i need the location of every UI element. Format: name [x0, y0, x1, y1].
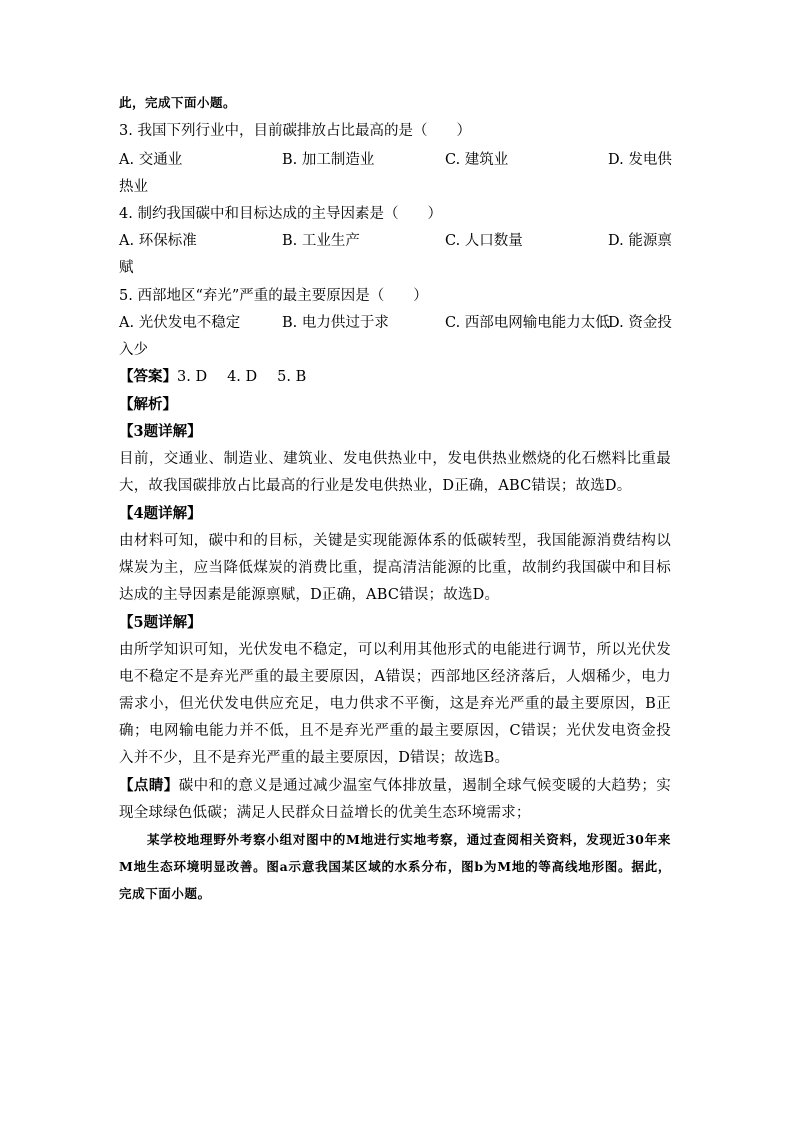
q4-option-c: C. 人口数量 — [445, 233, 523, 249]
q5-option-d-wrap: 入少 — [119, 342, 148, 358]
q5-option-c: C. 西部电网输电能力太低 — [445, 315, 610, 331]
detail-3-text: 目前，交通业、制造业、建筑业、发电供热业中，发电供热业燃烧的化石燃料比重最大，故我国碳排放占比最高的行业是发电供热业，D正确，ABC错误；故选D。 — [119, 451, 671, 494]
answer-4: 4. D — [227, 369, 258, 385]
q3-option-d-wrap: 热业 — [119, 179, 148, 195]
detail-5-heading: 【5题详解】 — [119, 614, 202, 631]
question-5-options — [119, 313, 671, 333]
answer-5: 5. B — [277, 369, 307, 385]
answer-3: 3. D — [177, 369, 208, 385]
question-3-stem: 3. 我国下列行业中，目前碳排放占比最高的是（ ） — [119, 123, 471, 139]
detail-5-text: 由所学知识可知，光伏发电不稳定，可以利用其他形式的电能进行调节，所以光伏发电不稳定不是弃光严重的最主要原因，A错误；西部地区经济落后，人烟稀少，电力需求小，但光伏发电供应充足，电力供求不平衡，这是弃光严重的最主要原因，B正确；电网输电能力并不低，且不是弃光严重的最主要原因，C错误；光伏发电资金投入并不少，且不是弃光严重的最主要原因，D错误；故选B。 — [119, 642, 671, 766]
analysis-label: 【解析】 — [119, 396, 177, 413]
highlight-text: 碳中和的意义是通过减少温室气体排放量，遏制全球气候变暖的大趋势；实现全球绿色低碳；满足人民群众日益增长的优美生态环境需求； — [119, 778, 671, 821]
q3-option-c: C. 建筑业 — [445, 152, 509, 168]
detail-4-text: 由材料可知，碳中和的目标，关键是实现能源体系的低碳转型，我国能源消费结构以煤炭为主，应当降低煤炭的消费比重，提高清洁能源的比重，故制约我国碳中和目标达成的主导因素是能源禀赋，D正确，ABC错误；故选D。 — [119, 533, 671, 603]
detail-3-heading: 【3题详解】 — [119, 423, 202, 440]
q4-option-b: B. 工业生产 — [282, 233, 360, 249]
q3-option-a: A. 交通业 — [119, 152, 183, 168]
next-intro: 某学校地理野外考察小组对图中的M地进行实地考察，通过查阅相关资料，发现近30年来M地生态环境明显改善。图a示意我国某区域的水系分布，图b为M地的等高线地形图。据此，完成下面小题。 — [119, 832, 671, 901]
q3-option-b: B. 加工制造业 — [282, 152, 375, 168]
answer-label: 【答案】 — [119, 368, 177, 385]
answer-line — [119, 367, 326, 387]
detail-4-heading: 【4题详解】 — [119, 505, 202, 522]
q5-option-b: B. 电力供过于求 — [282, 315, 389, 331]
question-4-stem: 4. 制约我国碳中和目标达成的主导因素是（ ） — [119, 206, 442, 222]
q5-option-d: D. 资金投 — [608, 315, 672, 331]
highlight-block — [119, 772, 671, 827]
question-4-options — [119, 231, 671, 251]
q4-option-a: A. 环保标准 — [119, 233, 197, 249]
highlight-label: 【点睛】 — [119, 777, 179, 794]
q5-option-a: A. 光伏发电不稳定 — [119, 315, 241, 331]
q4-option-d-wrap: 赋 — [119, 260, 134, 276]
q3-option-d: D. 发电供 — [608, 152, 672, 168]
intro-tail: 此，完成下面小题。 — [119, 95, 237, 110]
question-3-options — [119, 150, 671, 170]
q4-option-d: D. 能源禀 — [608, 233, 672, 249]
question-5-stem: 5. 西部地区“弃光”严重的最主要原因是（ ） — [119, 288, 428, 304]
